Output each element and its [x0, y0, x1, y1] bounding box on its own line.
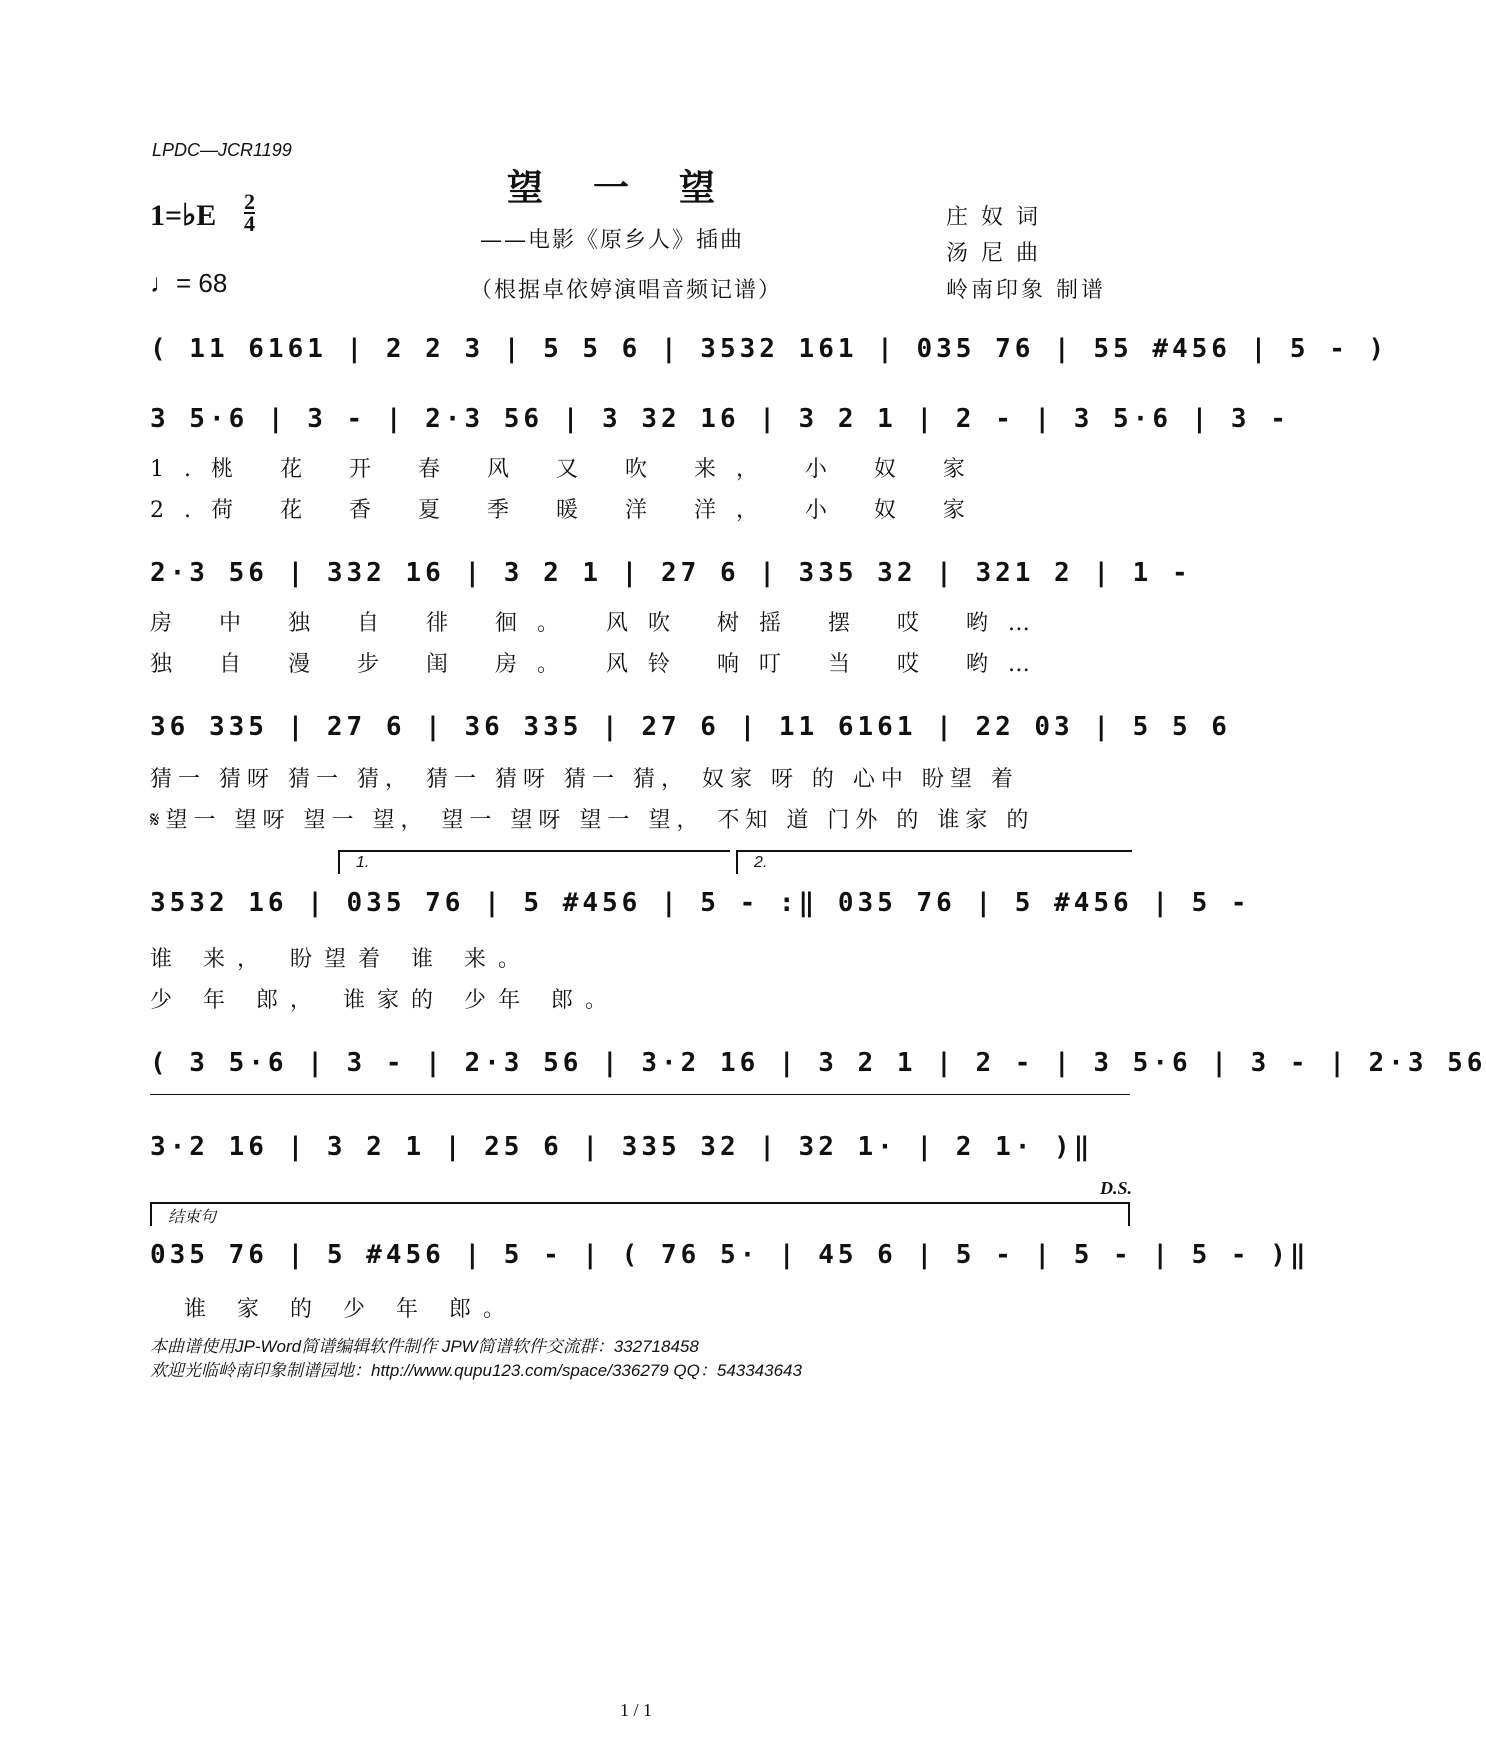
- notation-line: 36 335 | 27 6 | 36 335 | 27 6 | 11 6161 | 22 03 | 5 5 6: [150, 712, 1231, 742]
- notation-line: 3 5·6 | 3 - | 2·3 56 | 3 32 16 | 3 2 1 | 2 - | 3 5·6 | 3 -: [150, 404, 1290, 434]
- bracket-line: [150, 1094, 1130, 1095]
- lyric-verse-1: 猜一 猜呀 猜一 猜， 猜一 猜呀 猜一 猜， 奴家 呀 的 心中 盼望 着: [150, 767, 1019, 792]
- tempo-marking: ♩= 68: [150, 268, 228, 298]
- time-signature: [244, 189, 255, 236]
- notation-line: ( 11 6161 | 2 2 3 | 5 5 6 | 3532 161 | 035 76 | 55 #456 | 5 - ): [150, 334, 1389, 364]
- score-system-1: [150, 326, 1389, 372]
- score-system-8: [150, 1232, 1310, 1278]
- score-code: LPDC—JCR1199: [152, 140, 292, 160]
- subtitle: ——电影《原乡人》插曲: [480, 228, 745, 253]
- arranger-credit: 岭南印象 制谱: [946, 278, 1106, 303]
- lyric-verse-2: 2.荷 花 香 夏 季 暖 洋 洋， 小 奴 家: [150, 498, 985, 523]
- lyric-coda: 谁 家 的 少 年 郎。: [184, 1297, 517, 1322]
- coda-bracket: [150, 1202, 1130, 1226]
- volta-bracket-1: [338, 850, 730, 874]
- score-system-5: [150, 880, 1251, 926]
- notation-line: 3·2 16 | 3 2 1 | 25 6 | 335 32 | 32 1· | 2 1· )‖: [150, 1132, 1094, 1162]
- composer-credit: 汤 尼 曲: [946, 241, 1041, 266]
- volta-label: 1.: [356, 854, 370, 871]
- lyricist-credit: 庄 奴 词: [946, 205, 1041, 230]
- volta-bracket-2: [736, 850, 1132, 874]
- dal-segno-mark: D.S.: [1100, 1178, 1133, 1198]
- notation-line: ( 3 5·6 | 3 - | 2·3 56 | 3·2 16 | 3 2 1 | 2 - | 3 5·6 | 3 - | 2·3 56: [150, 1048, 1486, 1078]
- lyric-verse-1: 谁 来， 盼望着 谁 来。: [150, 947, 532, 972]
- notation-line: 2·3 56 | 332 16 | 3 2 1 | 27 6 | 335 32 | 321 2 | 1 -: [150, 558, 1192, 588]
- page-number: 1 / 1: [619, 1700, 652, 1720]
- source-note: （根据卓依婷演唱音频记谱）: [470, 278, 783, 303]
- coda-label: 结束句: [168, 1209, 217, 1226]
- page-title: 望一望: [506, 167, 765, 209]
- score-system-7: [150, 1124, 1130, 1170]
- lyric-verse-2: 𝄋望一 望呀 望一 望， 望一 望呀 望一 望， 不知 道 门外 的 谁家 的: [150, 808, 1035, 833]
- score-system-3: [150, 550, 1192, 596]
- time-top: 2: [244, 189, 255, 214]
- notation-line: 3532 16 | 035 76 | 5 #456 | 5 - :‖ 035 76 | 5 #456 | 5 -: [150, 888, 1251, 918]
- lyric-verse-1: 房 中 独 自 徘 徊。 风吹 树摇 摆 哎 哟…: [150, 611, 1050, 636]
- lyric-verse-2: 独 自 漫 步 闺 房。 风铃 响叮 当 哎 哟…: [150, 652, 1050, 677]
- score-system-4: [150, 704, 1231, 750]
- lyric-verse-1: 1.桃 花 开 春 风 又 吹 来， 小 奴 家: [150, 457, 985, 482]
- volta-label: 2.: [754, 854, 768, 871]
- score-system-6: [150, 1040, 1486, 1086]
- score-system-2: [150, 396, 1290, 442]
- key-signature: 1=♭E: [150, 199, 217, 232]
- lyric-verse-2: 少 年 郎， 谁家的 少年 郎。: [150, 988, 619, 1013]
- time-bottom: 4: [244, 211, 255, 236]
- notation-line: 035 76 | 5 #456 | 5 - | ( 76 5· | 45 6 | 5 - | 5 - | 5 - )‖: [150, 1240, 1310, 1270]
- footer-line-2: 欢迎光临岭南印象制谱园地：http://www.qupu123.com/space/336279 QQ：543343643: [150, 1361, 802, 1380]
- footer-line-1: 本曲谱使用JP-Word简谱编辑软件制作 JPW简谱软件交流群：332718458: [150, 1337, 699, 1356]
